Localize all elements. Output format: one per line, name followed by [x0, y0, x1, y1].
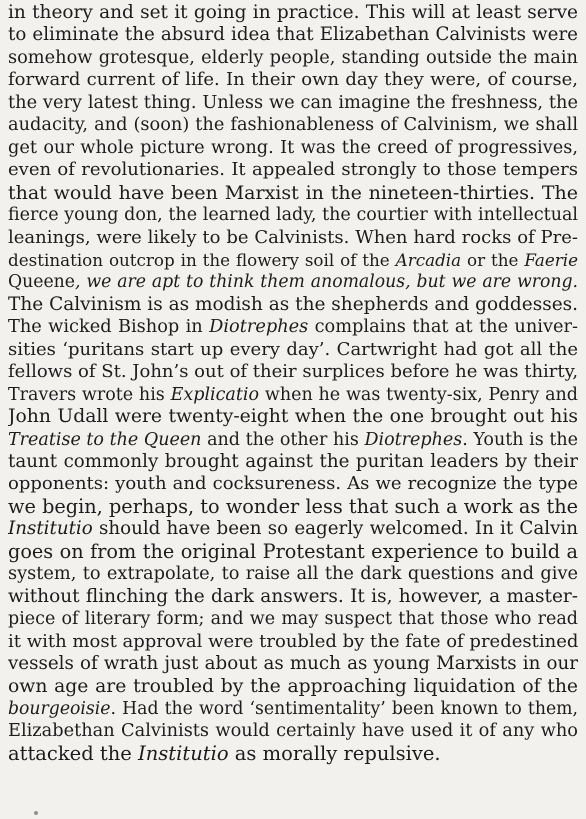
text-segment: the very latest thing. Unless we can imagine the freshness, the	[8, 92, 578, 113]
text-segment: . Had the word ‘sentimentality’ been known to them,	[110, 698, 578, 719]
italic-title: Diotrephes	[364, 429, 463, 450]
italic-title: Arcadia	[395, 249, 462, 270]
italic-title: Institutio	[8, 518, 93, 540]
text-segment: taunt commonly brought against the puritan leaders by their	[8, 451, 578, 472]
text-segment: attacked the	[8, 741, 139, 765]
text-segment: fellows of St. John’s out of their surplices before he was thirty,	[8, 361, 578, 383]
text-segment: . Youth is the	[462, 429, 578, 450]
text-segment: complains that at the univer-	[308, 317, 578, 338]
italic-title: Institutio	[138, 741, 229, 765]
text-segment: own age are troubled by the approaching liquidation of the	[8, 675, 578, 697]
text-segment: Elizabethan Calvinists would certainly have used it of any who	[8, 721, 578, 742]
text-line	[8, 741, 578, 767]
text-segment: The Calvinism is as modish as the shepherds and goddesses.	[8, 293, 578, 315]
italic-title: Faerie	[524, 249, 578, 270]
text-segment: that would have been Marxist in the nineteen-thirties. The	[8, 181, 578, 204]
text-segment: opponents: youth and cocksureness. As we recognize the type	[8, 473, 578, 495]
text-segment: piece of literary form; and we may suspect that those who read	[8, 609, 578, 630]
stray-ink-mark	[34, 811, 38, 815]
text-segment: as morally repulsive.	[228, 741, 441, 765]
text-segment: leanings, were likely to be Calvinists. When hard rocks of Pre-	[8, 226, 578, 248]
italic-title: , we are apt to think them anomalous, but we are wrong.	[75, 272, 578, 293]
text-segment: even of revolutionaries. It appealed strongly to those tempers	[8, 159, 578, 181]
text-segment: Queene	[8, 272, 75, 293]
text-segment: system, to extrapolate, to raise all the dark questions and give	[8, 564, 578, 585]
text-segment: somehow grotesque, elderly people, standing outside the main	[8, 47, 578, 68]
text-segment: Travers wrote his	[8, 384, 171, 405]
italic-title: Treatise to the Queen	[8, 429, 202, 450]
text-segment: goes on from the original Protestant experience to build a	[8, 539, 578, 563]
text-segment: get our whole picture wrong. It was the creed of progressives,	[8, 137, 578, 158]
text-segment: audacity, and (soon) the fashionableness of Calvinism, we shall	[8, 115, 578, 136]
italic-title: Explicatio	[170, 384, 260, 405]
text-segment: forward current of life. In their own day they were, of course,	[8, 69, 578, 91]
italic-title: bourgeoisie	[8, 698, 111, 719]
text-segment: when he was twenty-six, Penry and	[259, 384, 578, 405]
text-segment: and the other his	[201, 429, 365, 450]
text-segment: without flinching the dark answers. It is, however, a master-	[8, 585, 578, 607]
text-segment: to eliminate the absurd idea that Elizabethan Calvinists were	[8, 24, 578, 46]
text-segment: sities ‘puritans start up every day’. Cartwright had got all the	[8, 338, 578, 360]
text-segment: or the	[461, 249, 525, 270]
text-segment: in theory and set it going in practice. This will at least serve	[8, 2, 578, 23]
text-segment: The wicked Bishop in	[8, 317, 210, 338]
text-segment: fierce young don, the learned lady, the courtier with intellectual	[8, 205, 578, 226]
italic-title: Diotrephes	[209, 317, 309, 338]
text-segment: should have been so eagerly welcomed. In it Calvin	[92, 518, 578, 540]
text-segment: John Udall were twenty-eight when the one brought out his	[8, 406, 578, 428]
text-segment: destination outcrop in the flowery soil of the	[8, 249, 396, 270]
text-segment: we begin, perhaps, to wonder less that such a work as the	[8, 494, 578, 518]
text-segment: it with most approval were troubled by the fate of predestined	[8, 630, 578, 652]
text-segment: vessels of wrath just about as much as young Marxists in our	[8, 653, 578, 675]
